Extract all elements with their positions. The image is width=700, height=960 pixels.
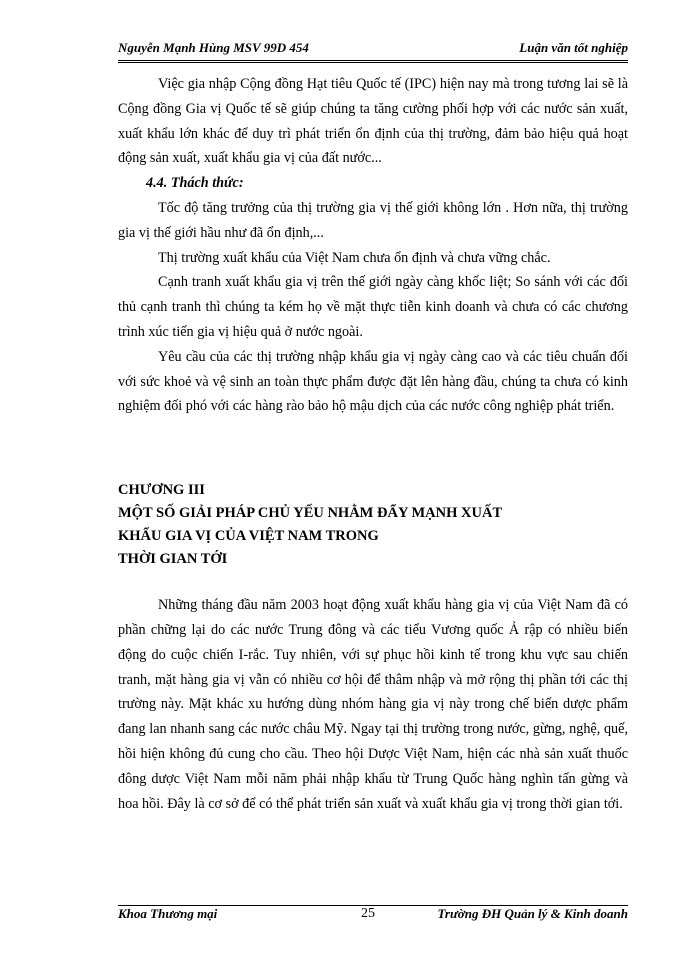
page-number: 25 <box>361 906 375 921</box>
chapter-number: CHƯƠNG III <box>118 482 205 499</box>
section-heading: 4.4. Thách thức: <box>146 175 244 192</box>
section-paragraph-4: Yêu cầu của các thị trường nhập khẩu gia vị ngày càng cao và các tiêu chuẩn đối với sức khoẻ và vệ sinh an toàn thực phẩm được đặt lên hàng đầu, chúng ta chưa có kinh nghiệm đối phó với các hàng rào bảo hộ mậu dịch của các nước công nghiệp phát triển. <box>118 348 628 415</box>
chapter-paragraph: Những tháng đầu năm 2003 hoạt động xuất khẩu hàng gia vị của Việt Nam đã có phần chững lại do các nước Trung đông và các tiểu Vương quốc Ả rập có nhiều biến động do cuộc chiến I-rắc. Tuy nhiên, với sự phục hồi kinh tế trong khu vực sau chiến tranh, mặt hàng gia vị vẫn có nhiều cơ hội để thâm nhập và mở rộng thị phần tới các thị trường này. Mặt khác xu hướng dùng nhóm hàng gia vị này trong chế biến dược phẩm đang lan nhanh sang các nước châu Mỹ. Ngay tại thị trường trong nước, gừng, nghệ, quế, hồi hiện không đủ cung cho cầu. Theo hội Dược Việt Nam, hiện các nhà sản xuất thuốc đông dược Việt Nam mỗi năm phải nhập khẩu từ Trung Quốc hàng nghìn tấn gừng và hoa hồi. Đây là cơ sở để có thể phát triển sản xuất và xuất khẩu gia vị trong thời gian tới. <box>118 597 628 812</box>
section-paragraph-2: Thị trường xuất khẩu của Việt Nam chưa ổn định và chưa vững chắc. <box>158 249 551 266</box>
page-footer <box>118 906 628 926</box>
header-doc-type: Luận văn tốt nghiệp <box>519 40 628 55</box>
header-author: Nguyễn Mạnh Hùng MSV 99D 454 <box>118 40 309 55</box>
chapter-title-line-3: THỜI GIAN TỚI <box>118 551 228 568</box>
intro-paragraph: Việc gia nhập Cộng đồng Hạt tiêu Quốc tế (IPC) hiện nay mà trong tương lai sẽ là Cộng đồng Gia vị Quốc tế sẽ giúp chúng ta tăng cường phối hợp với các nước sản xuất, xuất khẩu lớn khác để duy trì phát triển ổn định của thị trường, đảm bảo hiệu quả hoạt động sản xuất, xuất khẩu gia vị của đất nước... <box>118 76 628 167</box>
chapter-body-spacer <box>118 571 628 593</box>
chapter-title-line-1: MỘT SỐ GIẢI PHÁP CHỦ YẾU NHẰM ĐẨY MẠNH XUẤT <box>118 505 503 522</box>
section-paragraph-1: Tốc độ tăng trưởng của thị trường gia vị thế giới không lớn . Hơn nữa, thị trường gia vị thế giới hầu như đã ổn định,... <box>118 199 628 241</box>
footer-school: Trường ĐH Quản lý & Kinh doanh <box>437 906 628 921</box>
section-paragraph-3: Cạnh tranh xuất khẩu gia vị trên thế giới ngày càng khốc liệt; So sánh với các đối thủ cạnh tranh thì chúng ta kém họ về mặt thực tiễn kinh doanh và chưa có các chương trình xúc tiến gia vị hiệu quả ở nước ngoài. <box>118 274 628 340</box>
chapter-title-line-2: KHẨU GIA VỊ CỦA VIỆT NAM TRONG <box>118 528 379 545</box>
page-content <box>118 72 628 816</box>
header-rule <box>118 60 628 63</box>
page-header <box>118 40 628 62</box>
chapter-spacer <box>118 419 628 479</box>
footer-faculty: Khoa Thương mại <box>118 906 218 921</box>
